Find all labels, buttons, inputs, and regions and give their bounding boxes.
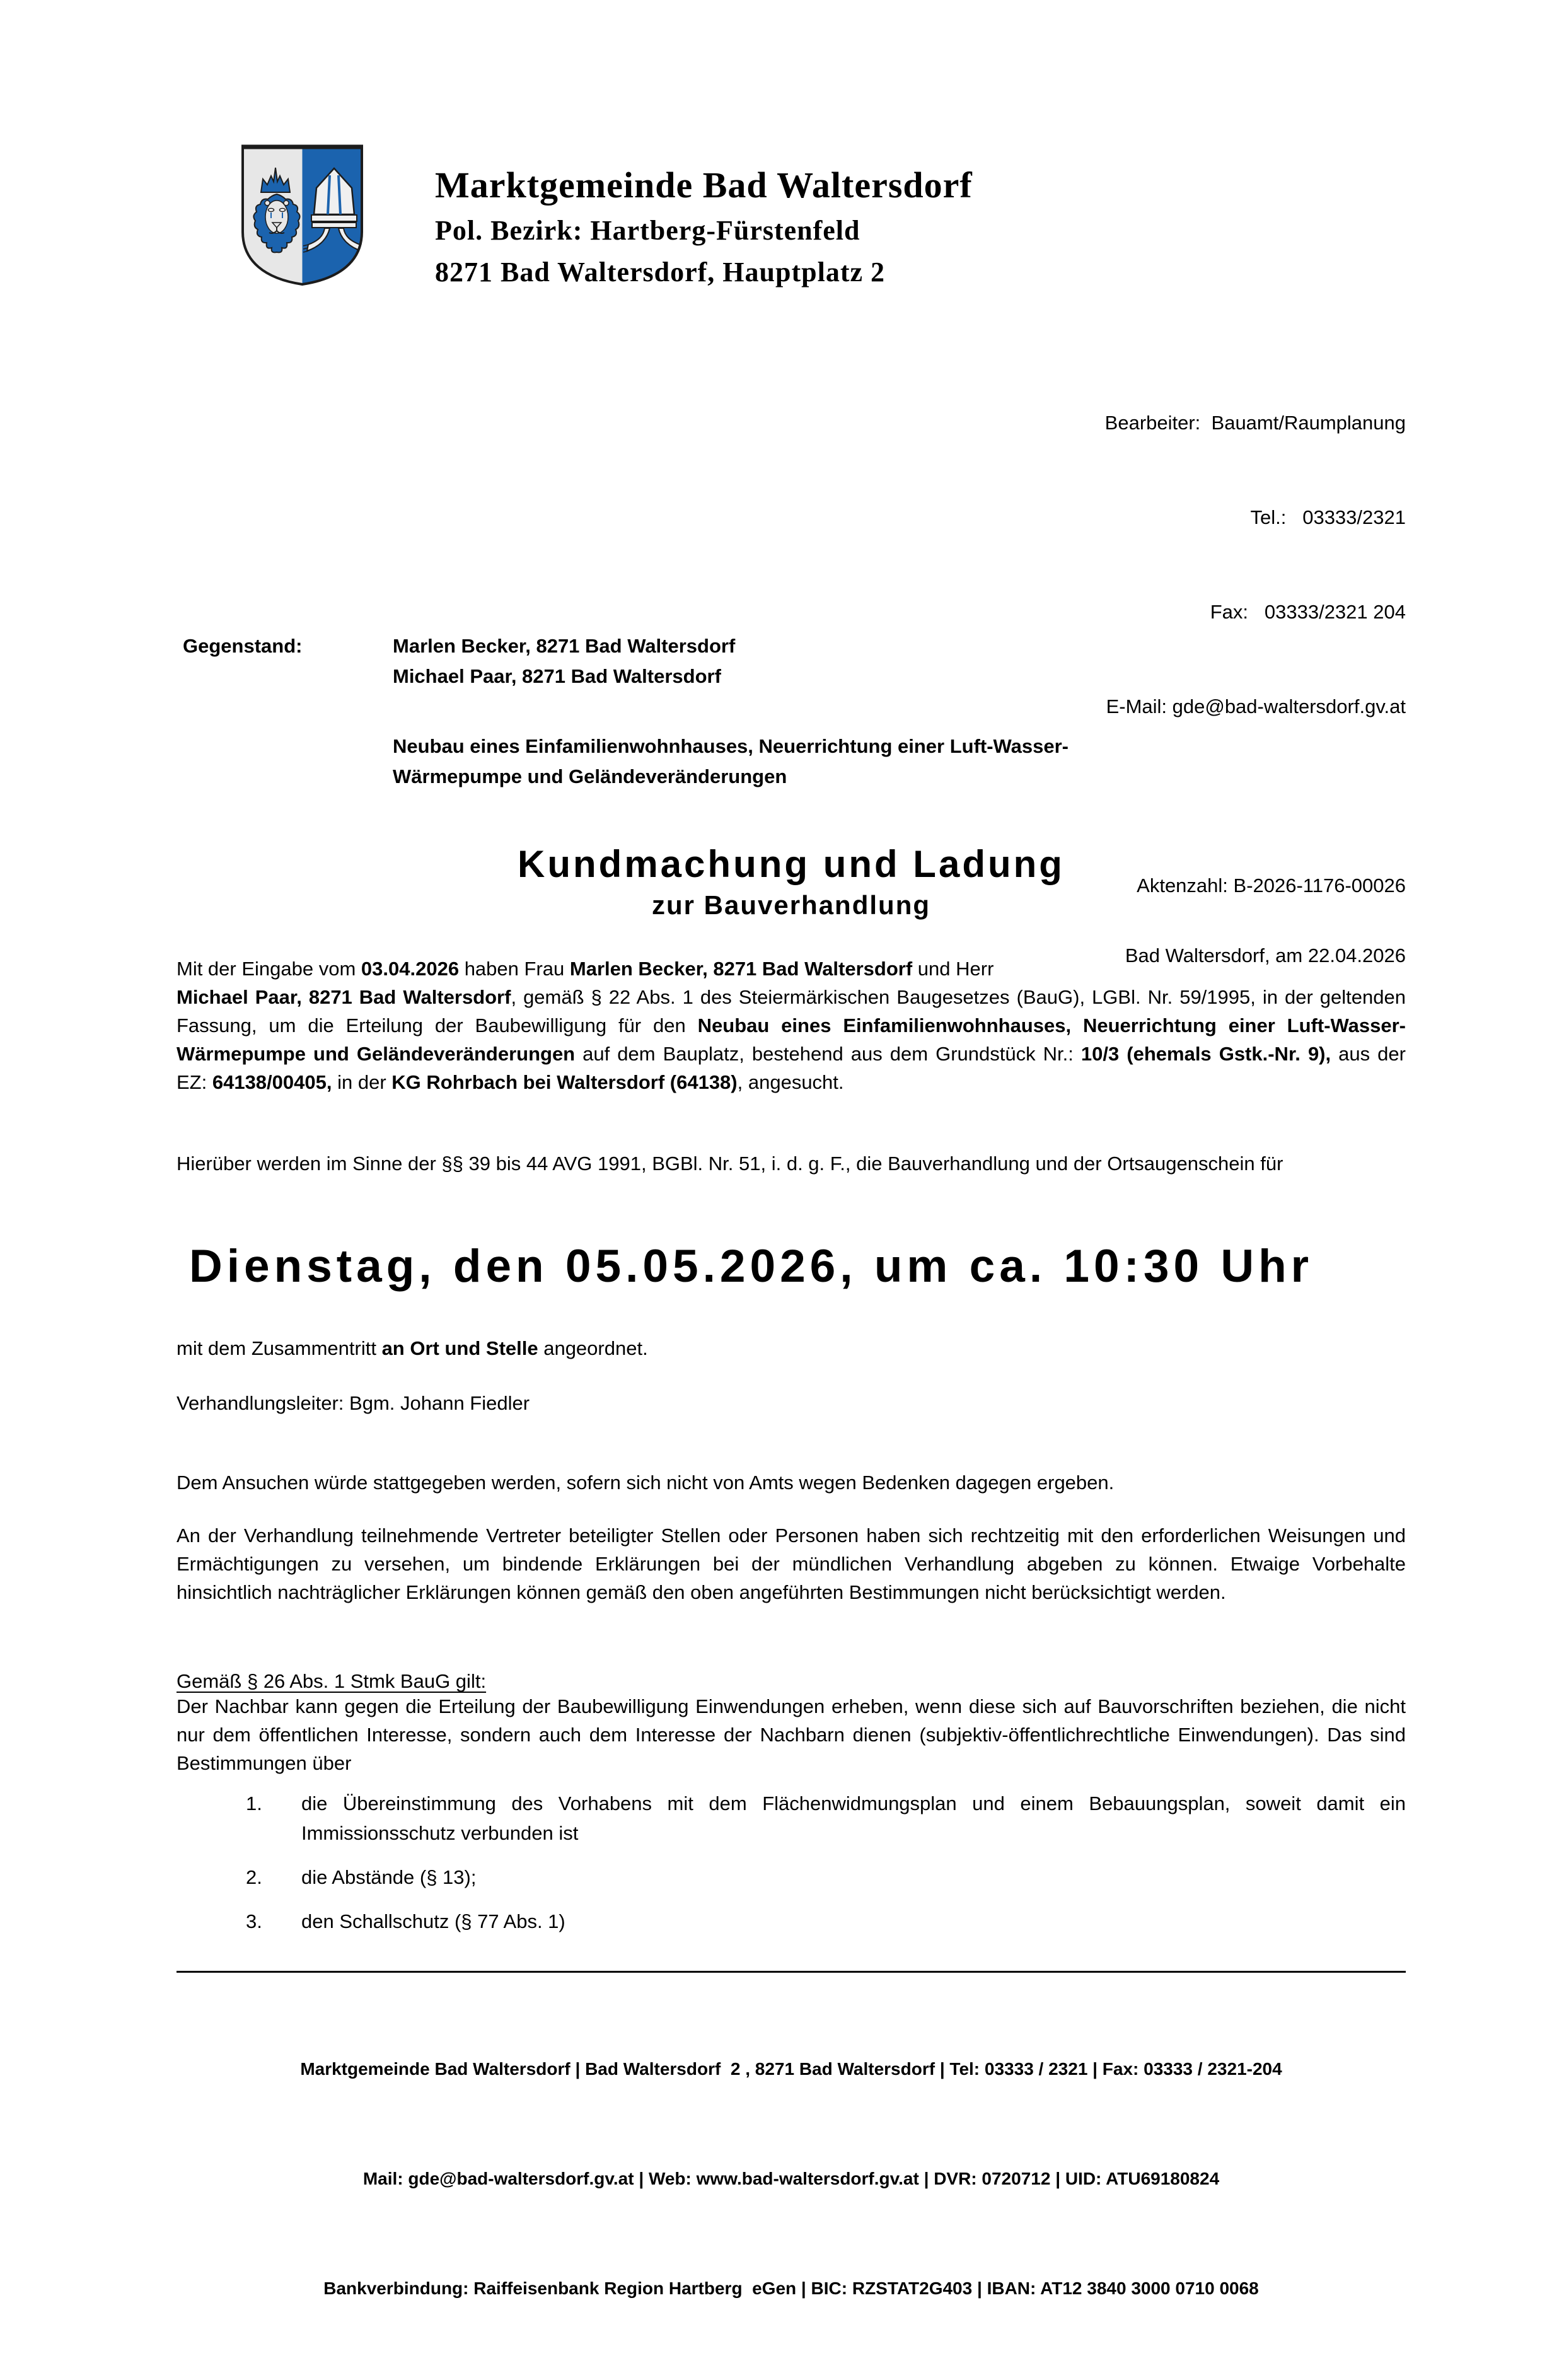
footer-line-1: Marktgemeinde Bad Waltersdorf | Bad Waltersdorf 2 , 8271 Bad Waltersdorf | Tel: 03333 / 2321 | Fax: 03333 / 2321-204 — [300, 2059, 1282, 2079]
coat-of-arms-icon — [238, 140, 367, 291]
place-date: Bad Waltersdorf, am 22.04.2026 — [1125, 944, 1406, 967]
contact-fax-line: Fax: 03333/2321 204 — [1210, 601, 1406, 623]
contact-phone-line: Tel.: 03333/2321 — [1250, 506, 1406, 528]
paragraph-approval-note: Dem Ansuchen würde stattgegeben werden, sofern sich nicht von Amts wegen Bedenken dagegen ergeben. — [177, 1472, 1115, 1494]
footer-rule — [177, 1971, 1406, 1973]
list-item — [177, 1789, 1406, 1848]
contact-clerk-line: Bearbeiter: Bauamt/Raumplanung — [1104, 412, 1406, 434]
letterhead — [435, 164, 973, 291]
paragraph-hearing-intro: Hierüber werden im Sinne der §§ 39 bis 44 AVG 1991, BGBl. Nr. 51, i. d. g. F., die Bauverhandlung und der Ortsaugenschein für — [177, 1152, 1283, 1175]
municipality-name: Marktgemeinde Bad Waltersdorf — [435, 165, 973, 206]
district-line: Pol. Bezirk: Hartberg-Fürstenfeld — [435, 215, 860, 246]
list-item-text: die Abstände (§ 13); — [301, 1866, 477, 1888]
law-reference-heading: Gemäß § 26 Abs. 1 Stmk BauG gilt: — [177, 1670, 487, 1692]
footer-block — [177, 1978, 1406, 2380]
paragraph-application-rest: Michael Paar, 8271 Bad Waltersdorf, gemäß § 22 Abs. 1 des Steiermärkischen Baugesetzes (BauG), LGBl. Nr. 59/1995, in der geltenden Fassung, um die Erteilung der Baubewilligung für den Neubau eines Einfamilienwohnhauses, Neuerrichtung einer Luft-Wasser-Wärmepumpe und Geländeveränderungen auf dem Bauplatz, bestehend aus dem Grundstück Nr.: 10/3 (ehemals Gstk.-Nr. 9), aus der EZ: 64138/00405, in der KG Rohrbach bei Waltersdorf (64138), angesucht. — [177, 986, 1406, 1093]
project-description: Neubau eines Einfamilienwohnhauses, Neuerrichtung einer Luft-Wasser-Wärmepumpe und Geländeveränderungen — [393, 735, 1069, 787]
list-item-text: den Schallschutz (§ 77 Abs. 1) — [301, 1910, 565, 1932]
footer-line-2: Mail: gde@bad-waltersdorf.gv.at | Web: www.bad-waltersdorf.gv.at | DVR: 0720712 | UID: ATU69180824 — [362, 2169, 1220, 2188]
notice-title-block — [177, 844, 1406, 920]
subject-block — [183, 631, 1412, 792]
hearing-leader-line: Verhandlungsleiter: Bgm. Johann Fiedler — [177, 1392, 530, 1414]
notice-title: Kundmachung und Ladung — [518, 843, 1065, 885]
hearing-date-line: Dienstag, den 05.05.2026, um ca. 10:30 Uhr — [189, 1241, 1314, 1292]
paragraph-neighbor-rights: Der Nachbar kann gegen die Erteilung der Baubewilligung Einwendungen erheben, wenn diese sich auf Bauvorschriften beziehen, die nicht nur dem öffentlichen Interesse, sondern auch dem Interesse der Nachbarn dienen (subjektiv-öffentlichrechtliche Einwendungen). Das sind Bestimmungen über — [177, 1695, 1406, 1774]
notice-subtitle: zur Bauverhandlung — [651, 890, 931, 920]
paragraph-representatives: An der Verhandlung teilnehmende Vertreter beteiligter Stellen oder Personen haben sich rechtzeitig mit den erforderlichen Weisungen und Ermächtigungen zu versehen, um bindende Erklärungen bei der mündlichen Verhandlung abgeben zu können. Etwaige Vorbehalte hinsichtlich nachträglicher Erklärungen können gemäß den oben angeführten Bestimmungen nicht berücksichtigt werden. — [177, 1524, 1406, 1603]
paragraph-application-line1: Mit der Eingabe vom 03.04.2026 haben Frau Marlen Becker, 8271 Bad Waltersdorf und Herr — [177, 958, 994, 980]
applicant-line: Marlen Becker, 8271 Bad Waltersdorf — [393, 635, 736, 657]
footer-line-3: Bankverbindung: Raiffeisenbank Region Hartberg eGen | BIC: RZSTAT2G403 | IBAN: AT12 3840 3000 0710 0068 — [323, 2278, 1259, 2298]
objection-list — [177, 1789, 1406, 1951]
file-number: Aktenzahl: B-2026-1176-00026 — [1137, 874, 1406, 897]
list-item-text: die Übereinstimmung des Vorhabens mit dem Flächenwidmungsplan und einem Bebauungsplan, soweit damit ein Immissionsschutz verbunden ist — [301, 1792, 1406, 1844]
list-item-number: 3. — [246, 1910, 262, 1932]
paragraph-application — [177, 955, 1406, 1096]
contact-email-line: E-Mail: gde@bad-waltersdorf.gv.at — [1106, 695, 1406, 717]
list-item-number: 1. — [246, 1792, 262, 1814]
list-item-number: 2. — [246, 1866, 262, 1888]
address-line: 8271 Bad Waltersdorf, Hauptplatz 2 — [435, 257, 886, 287]
list-item — [177, 1862, 1406, 1892]
subject-label: Gegenstand: — [183, 635, 303, 657]
applicant-line: Michael Paar, 8271 Bad Waltersdorf — [393, 665, 721, 687]
paragraph-meeting-place: mit dem Zusammentritt an Ort und Stelle angeordnet. — [177, 1337, 648, 1359]
list-item — [177, 1907, 1406, 1936]
